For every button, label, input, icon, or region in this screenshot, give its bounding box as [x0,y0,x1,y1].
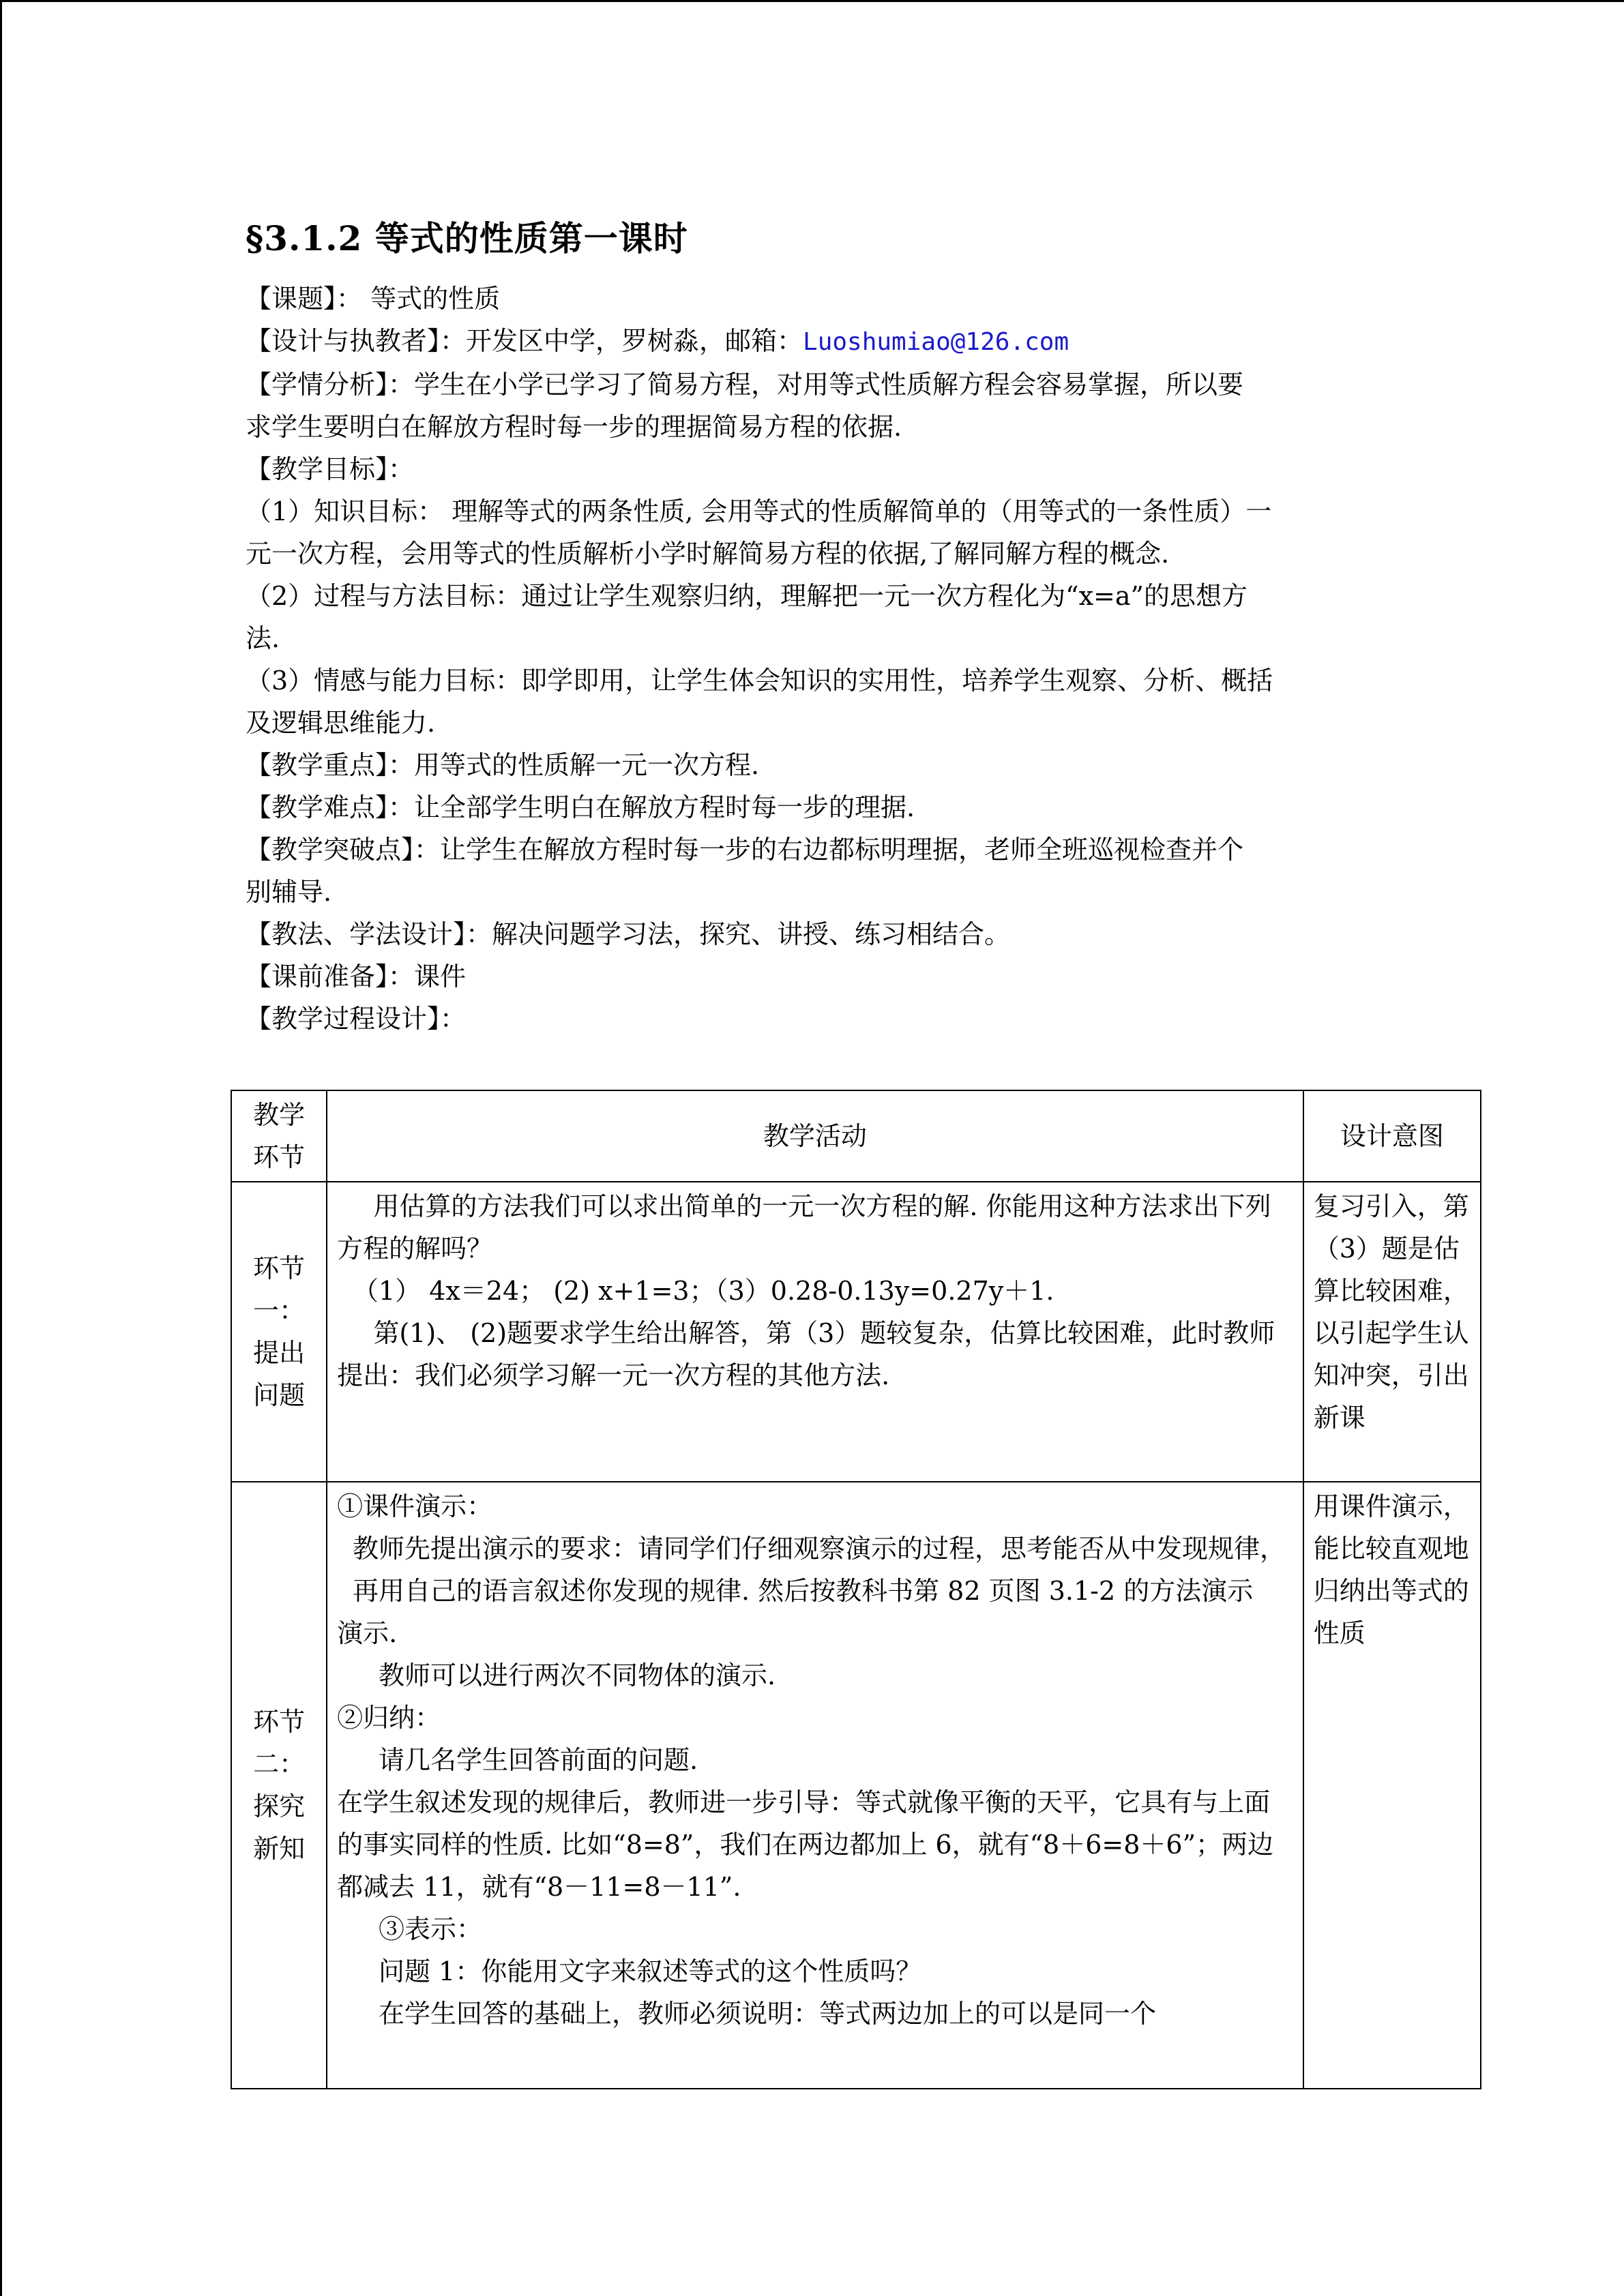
activity-line: 在学生叙述发现的规律后，教师进一步引导：等式就像平衡的天平，它具有与上面的事实同样的性质. 比如“8=8”，我们在两边都加上 6，就有“8＋6=8＋6”；两边都减去 11，就有“8－11=8－11”. [337,1787,1274,1902]
page-top-border [0,0,1624,2]
activity-cell [327,1182,1303,1482]
header-intent: 设计意图 [1303,1090,1481,1182]
key-point-line: 【教学重点】：用等式的性质解一元一次方程. [246,750,760,780]
document-body [246,208,1391,1040]
activity-line: ③表示： [378,1914,482,1944]
activity-line: 演示. [337,1618,398,1648]
stage-cell: 环节一：提出问题 [231,1182,327,1482]
analysis-line-2: 求学生要明白在解放方程时每一步的理据简易方程的依据. [246,412,902,442]
topic-line: 【课题】： 等式的性质 [246,284,501,314]
table-row [231,1482,1481,2089]
breakthrough-line-2: 别辅导. [246,877,332,907]
designer-email-link[interactable]: Luoshumiao@126.com [803,328,1069,356]
methods-line: 【教法、学法设计】：解决问题学习法，探究、讲授、练习相结合。 [246,919,1011,949]
activity-line: 教师先提出演示的要求：请同学们仔细观察演示的过程，思考能否从中发现规律，再用自己的语言叙述你发现的规律. 然后按教科书第 82 页图 3.1-2 的方法演示 [352,1534,1286,1606]
difficulty-line: 【教学难点】：让全部学生明白在解放方程时每一步的理据. [246,792,915,822]
intent-cell: 用课件演示，能比较直观地归纳出等式的性质 [1303,1482,1481,2089]
goal-3-line-1: （3）情感与能力目标：即学即用，让学生体会知识的实用性，培养学生观察、分析、概括 [246,666,1273,696]
goal-2-line-1: （2）过程与方法目标：通过让学生观察归纳，理解把一元一次方程化为“x=a”的思想方 [246,581,1247,611]
activity-line: 教师可以进行两次不同物体的演示. [378,1660,776,1690]
designer-prefix: 【设计与执教者】：开发区中学，罗树淼，邮箱： [246,326,803,356]
goal-3-line-2: 及逻辑思维能力. [246,708,436,738]
document-title: §3.1.2 等式的性质第一课时 [246,218,688,258]
activity-line: 问题 1：你能用文字来叙述等式的这个性质吗？ [378,1956,922,1986]
activity-line: 请几名学生回答前面的问题. [378,1745,698,1775]
goal-2-line-2: 法. [246,623,280,653]
process-heading: 【教学过程设计】： [246,1004,467,1034]
lesson-process-table [231,1090,1481,2089]
preparation-line: 【课前准备】：课件 [246,961,467,992]
activity-line: （1） 4x＝24； (2) x+1=3；（3）0.28-0.13y=0.27y＋1. [352,1276,1054,1306]
header-stage: 教学环节 [231,1090,327,1182]
activity-line: ①课件演示： [337,1491,493,1521]
goal-1-line-2: 元一次方程，会用等式的性质解析小学时解简易方程的依据,了解同解方程的概念. [246,539,1170,569]
activity-line: ②归纳： [337,1703,441,1733]
activity-line: 用估算的方法我们可以求出简单的一元一次方程的解. 你能用这种方法求出下列方程的解吗？ [337,1191,1271,1264]
header-activity: 教学活动 [327,1090,1303,1182]
activity-line: 在学生回答的基础上，教师必须说明：等式两边加上的可以是同一个 [378,1999,1156,2029]
page-left-border [0,0,2,2296]
goal-1-line-1: （1）知识目标： 理解等式的两条性质, 会用等式的性质解简单的（用等式的一条性质）一 [246,496,1272,526]
activity-cell [327,1482,1303,2089]
table-row [231,1182,1481,1482]
table-header-row [231,1090,1481,1182]
goals-heading: 【教学目标】： [246,454,415,484]
designer-line [246,320,1391,363]
intent-cell: 复习引入，第（3）题是估算比较困难，以引起学生认知冲突，引出新课 [1303,1182,1481,1482]
breakthrough-line-1: 【教学突破点】：让学生在解放方程时每一步的右边都标明理据，老师全班巡视检查并个 [246,835,1244,865]
analysis-line-1: 【学情分析】：学生在小学已学习了简易方程，对用等式性质解方程会容易掌握，所以要 [246,370,1244,400]
stage-cell: 环节二：探究新知 [231,1482,327,2089]
activity-line: 第(1)、 (2)题要求学生给出解答，第（3）题较复杂，估算比较困难，此时教师提出：我们必须学习解一元一次方程的其他方法. [337,1318,1275,1390]
